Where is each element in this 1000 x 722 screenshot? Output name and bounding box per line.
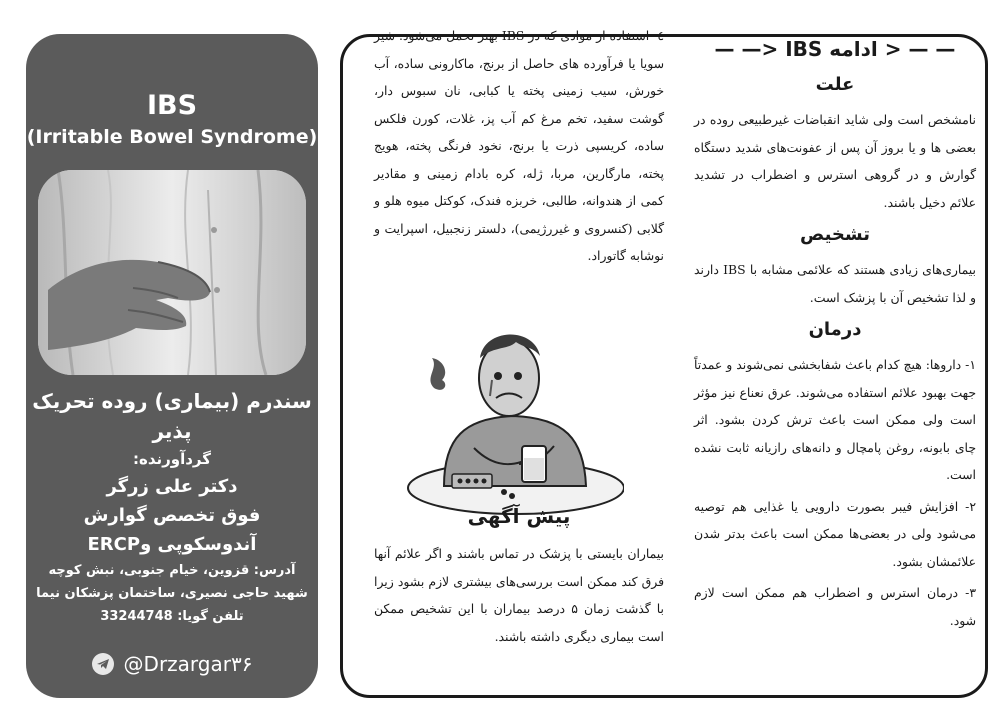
- left-column: [374, 22, 664, 274]
- telegram-handle: [26, 652, 318, 676]
- diagnosis-text: بیماری‌های زیادی هستند که علائمی مشابه با IBS دارند و لذا تشخیص آن با پزشک است.: [694, 262, 976, 305]
- cover-panel: [26, 34, 318, 698]
- telegram-icon: [92, 653, 114, 675]
- diagnosis-heading: تشخیص: [800, 224, 870, 245]
- doctor-procedures: آندوسکوپی وERCP: [87, 534, 257, 555]
- treatment-item-3: ۳- درمان استرس و اضطراب هم ممکن است لازم شود.: [694, 585, 976, 628]
- treatment-item-4: ٤- استفاده از موادی که در IBS بهتر تحمل می‌شود. شیر سویا یا فرآورده های حاصل از برنج، ماکارونی ساده، آب خورش، سیب زمینی پخته یا کبابی، نان سبوس دار، گوشت سفید، تخم مرغ کم آب پز، غلات، کورن فلکس ساده، کریسپی ذرت یا برنج، نخود فرنگی پخته، هویج پخته، مارگارین، مربا، ژله، کره بادام زمینی و مقادیر کمی از هندوانه، طالبی، خربزه فندک، کوکتل میوه هلو و گلابی (کنسروی و غیررژیمی)، دلستر زنجبیل، اسپرایت و نوشابه گاتوراد.: [374, 28, 664, 263]
- right-column: [694, 32, 976, 638]
- doctor-specialty: فوق تخصص گوارش: [83, 505, 261, 526]
- doctor-name: دکتر علی زرگر: [106, 476, 238, 497]
- treatment-heading: درمان: [808, 319, 862, 340]
- condition-name: [32, 386, 312, 628]
- condition-title: سندرم (بیماری) روده تحریک پذیر: [32, 389, 312, 443]
- cause-heading: علت: [815, 74, 855, 95]
- treatment-item-1: ۱- داروها: هیچ کدام باعث شفابخشی نمی‌شوند و عمدتاً جهت بهبود علائم استفاده می‌شوند. عرق نعناع نیز مؤثر است ولی ممکن است باعث ترش کردن بشود. اثر چای بابونه، روغن پامچال و دانه‌های رازیانه ثابت نشده است.: [694, 357, 976, 482]
- address-line-2: شهید حاجی نصیری، ساختمان پزشکان نیما: [36, 586, 308, 601]
- cover-title: IBS: [146, 90, 198, 121]
- sick-man-illustration: [404, 318, 624, 520]
- prognosis-heading: پیش آگهی: [467, 504, 571, 528]
- prognosis-text: بیماران بایستی با پزشک در تماس باشند و اگر علائم آنها فرق کند ممکن است بررسی‌های بیشتری لازم بشود زیرا با گذشت زمان ۵ درصد بیماران با این تشخیص ممکن است بیماری دیگری داشته باشند.: [374, 546, 664, 644]
- abdomen-photo: [38, 170, 306, 375]
- cause-text: نامشخص است ولی شاید انقباضات غیرطبیعی روده در بعضی ها و یا بروز آن پس از عفونت‌های شدید دستگاه گوارش و در گروهی استرس و اضطراب در تشدید علائم دخیل باشند.: [694, 112, 976, 210]
- telegram-text: @Drzargar۳۶: [123, 652, 253, 676]
- continued-heading: — — < ادامه IBS <— —: [714, 37, 956, 61]
- treatment-item-2: ۲- افزایش فیبر بصورت دارویی یا غذایی هم توصیه می‌شود ولی در بعضی‌ها ممکن است باعث بدتر شدن علائمشان بشود.: [694, 498, 976, 569]
- address-line-1: آدرس: قزوین، خیام جنوبی، نبش کوچه: [48, 563, 296, 578]
- compiled-by: گردآورنده:: [132, 450, 211, 468]
- prognosis-column: [374, 540, 664, 654]
- cover-subtitle: (Irritable Bowel Syndrome): [26, 126, 318, 148]
- phone-number: تلفن گویا: 33244748: [100, 609, 244, 624]
